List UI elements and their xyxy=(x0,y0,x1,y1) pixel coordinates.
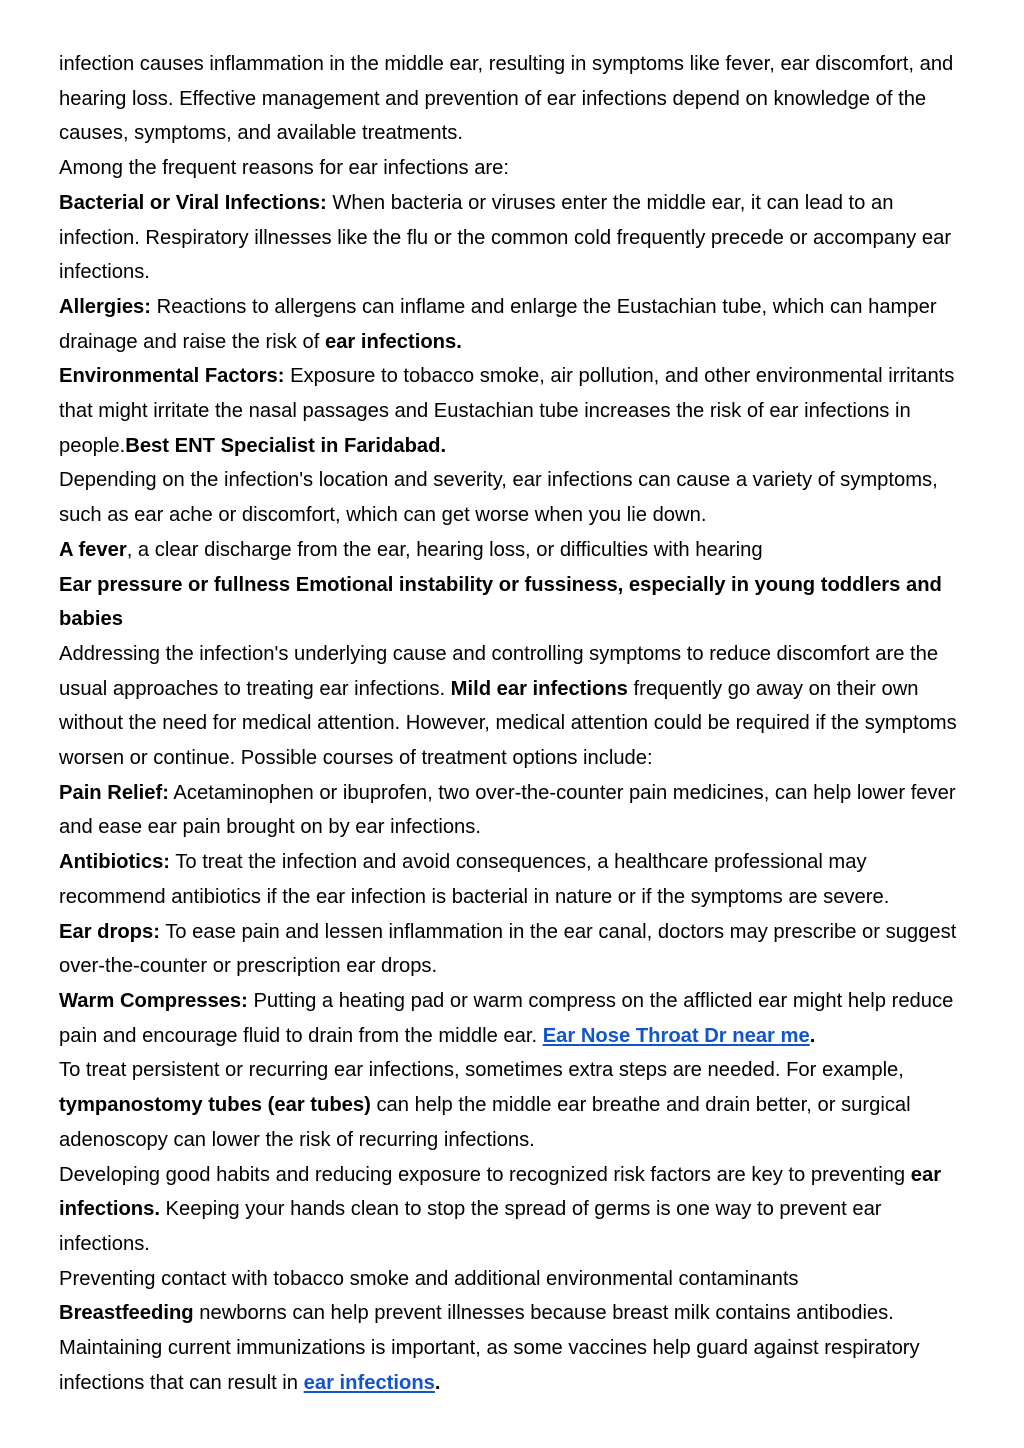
term-label: Ear pressure or fullness Emotional instability or fussiness, especially in young toddlers and babies xyxy=(59,573,942,631)
paragraph-text: Reactions to allergens can inflame and enlarge the Eustachian tube, which can hamper drainage and raise the risk of xyxy=(59,295,937,353)
ent-doctor-link[interactable]: Ear Nose Throat Dr near me xyxy=(542,1024,810,1047)
punctuation: . xyxy=(434,1371,441,1394)
paragraph-text: When bacteria or viruses enter the middle ear, it can lead to an infection. Respiratory illnesses like the flu or the common cold frequently precede or accompany ear infections. xyxy=(59,191,952,284)
paragraph-allergies xyxy=(59,290,969,359)
punctuation: . xyxy=(809,1024,816,1047)
paragraph-text: infection causes inflammation in the middle ear, resulting in symptoms like fever, ear discomfort, and hearing loss. Effective management and prevention of ear infections depend on knowledge of the causes, symptoms, and available treatments. xyxy=(59,53,954,145)
paragraph-tobacco xyxy=(59,1262,969,1297)
paragraph-warm-compresses xyxy=(59,984,969,1053)
paragraph-immunizations xyxy=(59,1331,969,1400)
bold-phrase: ear infections. xyxy=(324,330,462,353)
paragraph-ear-drops xyxy=(59,915,969,984)
paragraph-text: To treat persistent or recurring ear infections, sometimes extra steps are needed. For example, xyxy=(59,1059,904,1082)
paragraph-recurring xyxy=(59,1053,969,1157)
term-label: Allergies: xyxy=(59,295,151,318)
paragraph-text: Among the frequent reasons for ear infections are: xyxy=(59,157,509,180)
paragraph-text: Putting a heating pad or warm compress on the afflicted ear might help reduce pain and encourage fluid to drain from the middle ear. xyxy=(59,989,954,1047)
paragraph-text: Keeping your hands clean to stop the spread of germs is one way to prevent ear infections. xyxy=(59,1198,882,1255)
paragraph-text: , a clear discharge from the ear, hearing loss, or difficulties with hearing xyxy=(126,538,763,561)
paragraph-text: To treat the infection and avoid consequences, a healthcare professional may recommend antibiotics if the ear infection is bacterial in nature or if the symptoms are severe. xyxy=(59,851,890,908)
paragraph-text: Addressing the infection's underlying cause and controlling symptoms to reduce discomfort are the usual approaches to treating ear infections. xyxy=(59,642,939,700)
paragraph-text: Exposure to tobacco smoke, air pollution, and other environmental irritants that might irritate the nasal passages and Eustachian tube increases the risk of ear infections in people. xyxy=(59,365,955,457)
bold-phrase: Mild ear infections xyxy=(450,677,628,700)
paragraph-text: can help the middle ear breathe and drain better, or surgical adenoscopy can lower the risk of recurring infections. xyxy=(59,1094,911,1151)
paragraph-symptoms-intro xyxy=(59,463,969,532)
paragraph-pain-relief xyxy=(59,776,969,845)
paragraph-text: Maintaining current immunizations is important, as some vaccines help guard against respiratory infections that can result in xyxy=(59,1337,920,1394)
term-label: Environmental Factors: xyxy=(59,365,285,388)
term-label: Bacterial or Viral Infections: xyxy=(59,191,327,214)
paragraph-text: To ease pain and lessen inflammation in the ear canal, doctors may prescribe or suggest over-the-counter or prescription ear drops. xyxy=(59,920,957,978)
paragraph-text: Acetaminophen or ibuprofen, two over-the-counter pain medicines, can help lower fever and ease ear pain brought on by ear infections. xyxy=(59,781,956,839)
paragraph-intro xyxy=(59,47,969,151)
paragraph-bacterial-viral xyxy=(59,186,969,290)
paragraph-breastfeeding xyxy=(59,1296,969,1331)
term-label: Ear drops: xyxy=(59,920,160,943)
paragraph-fever xyxy=(59,533,969,568)
term-label: Pain Relief: xyxy=(59,781,169,804)
ear-infections-link[interactable]: ear infections xyxy=(303,1371,435,1394)
term-label: Warm Compresses: xyxy=(59,989,248,1012)
paragraph-text: Depending on the infection's location and severity, ear infections can cause a variety of symptoms, such as ear ache or discomfort, which can get worse when you lie down. xyxy=(59,469,938,527)
paragraph-environmental xyxy=(59,359,969,463)
term-label: A fever xyxy=(59,538,127,561)
document-body xyxy=(59,47,969,1400)
paragraph-text: Preventing contact with tobacco smoke and additional environmental contaminants xyxy=(59,1267,799,1290)
bold-phrase: Best ENT Specialist in Faridabad. xyxy=(125,434,447,457)
paragraph-antibiotics xyxy=(59,845,969,914)
paragraph-ear-pressure xyxy=(59,568,969,637)
term-label: Breastfeeding xyxy=(59,1302,194,1325)
paragraph-prevention xyxy=(59,1158,969,1262)
paragraph-text: frequently go away on their own without the need for medical attention. However, medical attention could be required if the symptoms worsen or continue. Possible courses of treatment options include: xyxy=(59,677,957,770)
bold-phrase: tympanostomy tubes (ear tubes) xyxy=(59,1094,371,1117)
paragraph-causes-intro xyxy=(59,151,969,186)
bold-phrase: ear infections. xyxy=(59,1163,942,1221)
paragraph-text: newborns can help prevent illnesses because breast milk contains antibodies. xyxy=(193,1302,894,1325)
paragraph-text: Developing good habits and reducing exposure to recognized risk factors are key to preventing xyxy=(59,1163,911,1186)
term-label: Antibiotics: xyxy=(59,851,171,874)
paragraph-treatment-intro xyxy=(59,637,969,776)
